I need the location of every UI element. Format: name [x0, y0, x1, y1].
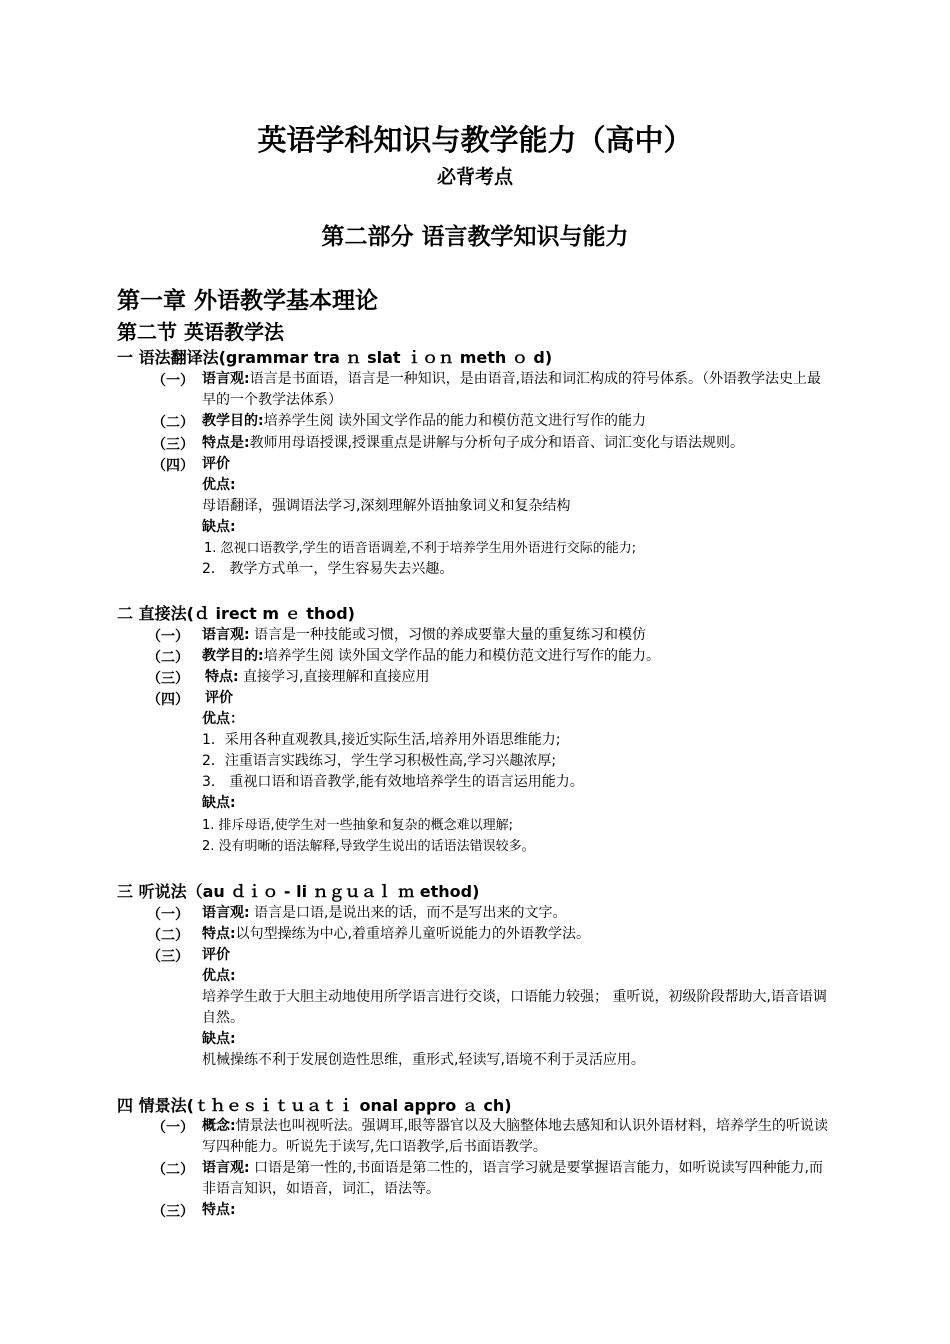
item-label: 特点是:	[202, 435, 250, 451]
item-text: 口语是第一性的,书面语是第二性的，语言学习就是要掌握语言能力，如听说读写四种能力,而非语言知识，如语音，词汇，语法等。	[202, 1160, 823, 1197]
pros-text: 2．注重语言实践练习，学生学习积极性高,学习兴趣浓厚;	[202, 753, 557, 769]
item-number: （一）	[147, 907, 189, 923]
cons-text: 1. 排斥母语,使学生对一些抽象和复杂的概念难以理解;	[202, 818, 514, 833]
item-number: （二）	[152, 1162, 194, 1178]
item-text: 以句型操练为中心,着重培养儿童听说能力的外语教学法。	[235, 926, 591, 942]
part-title: 第二部分 语言教学知识与能力	[321, 224, 629, 250]
item-text: 情景法也叫视听法。强调耳,眼等器官以及大脑整体地去感知和认识外语材料，培养学生的听说读写四种能力。听说先于读写,先口语教学,后书面语教学。	[202, 1118, 829, 1155]
item-number: （二）	[147, 928, 189, 944]
item-number: （四）	[147, 692, 189, 708]
cons-label: 缺点:	[202, 519, 236, 535]
item-number: （三）	[152, 437, 194, 453]
item-label: 教学目的:	[202, 413, 264, 429]
item-number: （一）	[152, 1120, 194, 1136]
method-heading-audio-lingual: 三 听说法（au ｄｉｏ - li ｎｇｕａｌ ｍ ethod)	[117, 882, 480, 901]
cons-label: 缺点:	[202, 795, 236, 811]
item-text: 语言是书面语，语言是一种知识，是由语音,语法和词汇构成的符号体系。（外语教学法史上最早的一个教学法体系）	[202, 371, 822, 408]
list-item	[202, 625, 646, 646]
list-item	[202, 924, 590, 945]
item-text: 培养学生阅 读外国文学作品的能力和模仿范文进行写作的能力	[263, 413, 647, 429]
list-item	[202, 1116, 834, 1158]
pros-label: 优点:	[202, 477, 236, 493]
item-label: 语言观:	[202, 905, 250, 921]
item-number: （四）	[152, 458, 194, 474]
item-label: 特点:	[202, 926, 236, 942]
item-number: （三）	[147, 671, 189, 687]
pros-text: 母语翻译，强调语法学习,深刻理解外语抽象词义和复杂结构	[202, 498, 571, 514]
cons-label: 缺点:	[202, 1031, 236, 1047]
item-number: （三）	[147, 949, 189, 965]
item-label: 评价	[202, 456, 230, 472]
list-item	[202, 411, 646, 432]
cons-text: 1. 忽视口语教学,学生的语音语调差,不利于培养学生用外语进行交际的能力;	[204, 541, 637, 556]
item-text: 培养学生阅 读外国文学作品的能力和模仿范文进行写作的能力。	[263, 648, 661, 664]
list-item	[205, 688, 233, 709]
cons-text: 2. 没有明晰的语法解释,导致学生说出的话语法错误较多。	[202, 839, 535, 854]
item-number: （二）	[147, 650, 189, 666]
item-label: 概念:	[202, 1118, 236, 1134]
list-item	[202, 369, 834, 411]
method-heading-grammar-translation: 一 语法翻译法(grammar tra ｎ slat ｉｏｎ meth ｏ d)	[117, 348, 553, 367]
chapter-heading: 第一章 外语教学基本理论	[117, 288, 379, 314]
item-text: 教师用母语授课,授课重点是讲解与分析句子成分和语音、词汇变化与语法规则。	[249, 435, 745, 451]
list-item	[202, 433, 744, 454]
item-label: 评价	[205, 690, 233, 706]
list-item	[202, 1158, 834, 1200]
method-heading-situational: 四 情景法(ｔｈｅｓｉｔｕａｔｉ onal appro ａ ch)	[117, 1096, 512, 1115]
item-text: 语言是一种技能或习惯，习惯的养成要靠大量的重复练习和模仿	[249, 627, 647, 643]
item-label: 语言观:	[202, 627, 250, 643]
item-label: 语言观:	[202, 371, 250, 387]
item-label: 语言观:	[202, 1160, 250, 1176]
list-item	[202, 903, 567, 924]
item-label: 特点:	[205, 669, 239, 685]
list-item	[202, 646, 660, 667]
document-title: 英语学科知识与教学能力（高中）	[257, 123, 693, 157]
list-item	[202, 945, 230, 966]
list-item	[202, 454, 230, 475]
item-number: （一）	[152, 373, 194, 389]
cons-text: 机械操练不利于发展创造性思维，重形式,轻读写,语境不利于灵活应用。	[202, 1052, 645, 1068]
item-number: （一）	[147, 629, 189, 645]
item-label: 评价	[202, 947, 230, 963]
pros-text: 3． 重视口语和语音教学,能有效地培养学生的语言运用能力。	[202, 774, 584, 790]
item-label: 教学目的:	[202, 648, 264, 664]
pros-label: 优点:	[202, 968, 236, 984]
item-text: 语言是口语,是说出来的话，而不是写出来的文字。	[249, 905, 567, 921]
document-subtitle: 必背考点	[436, 166, 513, 188]
item-text: 直接学习,直接理解和直接应用	[238, 669, 430, 685]
pros-text: 1．采用各种直观教具,接近实际生活,培养用外语思维能力;	[202, 732, 561, 748]
item-number: （三）	[152, 1204, 194, 1220]
cons-text: 2． 教学方式单一，学生容易失去兴趣。	[202, 561, 454, 577]
list-item	[205, 667, 430, 688]
method-heading-direct: 二 直接法(ｄ irect m ｅ thod)	[117, 604, 355, 623]
item-number: （二）	[152, 415, 194, 431]
pros-text: 培养学生敢于大胆主动地使用所学语言进行交谈，口语能力较强； 重听说，初级阶段帮助大,语音语调自然。	[202, 989, 827, 1026]
pros-label: 优点：	[202, 711, 244, 727]
list-item	[202, 1200, 236, 1221]
section-heading: 第二节 英语教学法	[117, 320, 284, 344]
item-label: 特点:	[202, 1202, 236, 1218]
